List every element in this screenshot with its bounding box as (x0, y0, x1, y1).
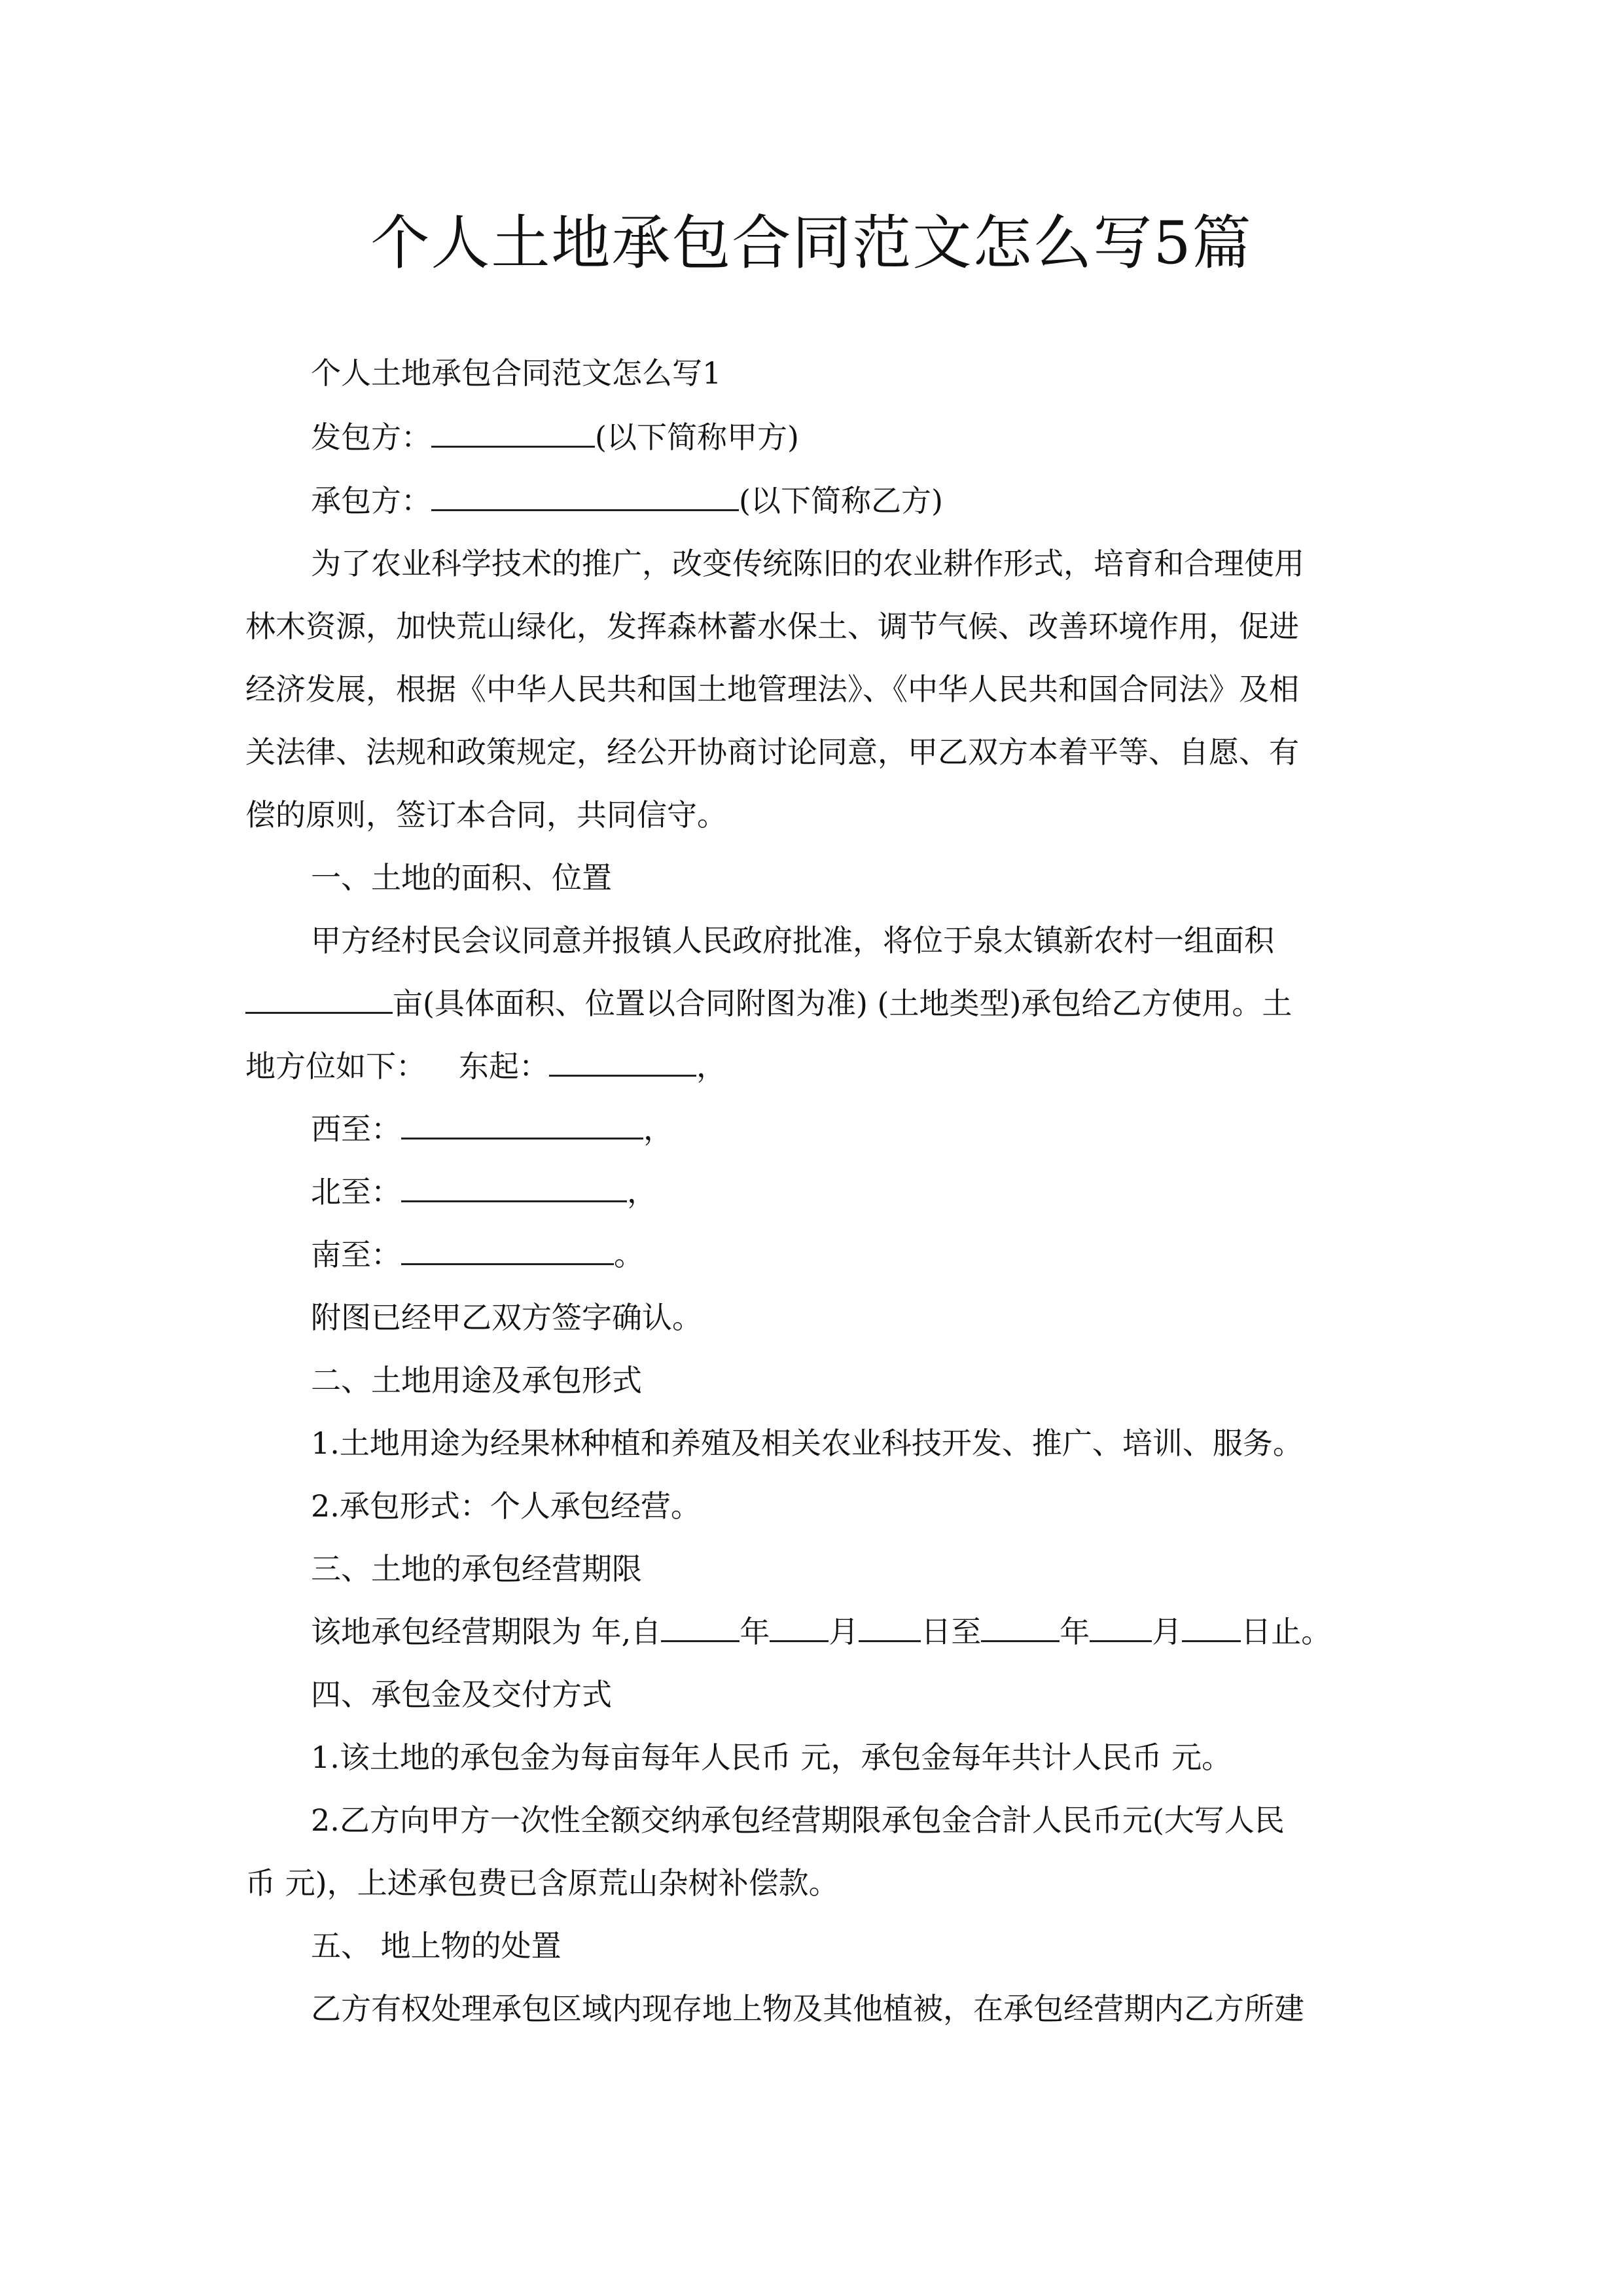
boundary-north-line (311, 1174, 657, 1210)
section-1-area-line (245, 985, 1292, 1022)
section-1-heading: 一、土地的面积、位置 (311, 860, 612, 895)
party-b-line (311, 482, 943, 519)
intro-line: 偿的原则，签订本合同，共同信守。 (245, 797, 727, 833)
section-5-heading: 五、 地上物的处置 (311, 1928, 562, 1964)
boundary-east-line (245, 1048, 726, 1085)
section-3-heading: 三、土地的承包经营期限 (311, 1551, 642, 1587)
boundary-north-label: 北至： (311, 1174, 401, 1210)
end-month-blank (1090, 1614, 1152, 1642)
punctuation: ， (696, 1049, 726, 1084)
end-year-blank (981, 1614, 1060, 1642)
party-b-suffix: (以下简称乙方) (739, 483, 943, 518)
intro-line: 为了农业科学技术的推广，改变传统陈旧的农业耕作形式，培育和合理使用 (311, 546, 1304, 581)
section-2-item-2: 2.承包形式：个人承包经营。 (311, 1488, 701, 1524)
year-label: 年 (740, 1614, 770, 1649)
year-label: 年 (1060, 1614, 1090, 1649)
boundary-intro: 地方位如下： (245, 1049, 426, 1084)
attachment-note: 附图已经甲乙双方签字确认。 (311, 1300, 702, 1335)
section-4-item-2-cont: 币 元)，上述承包费已含原荒山杂树补偿款。 (245, 1865, 839, 1901)
boundary-west-line (311, 1111, 673, 1147)
punctuation: ， (643, 1111, 673, 1147)
month-label: 月 (829, 1614, 859, 1649)
boundary-south-line (311, 1236, 644, 1273)
section-1-paragraph-text: 亩(具体面积、位置以合同附图为准) (土地类型)承包给乙方使用。土 (393, 986, 1293, 1021)
end-day-blank (1182, 1614, 1241, 1642)
section-4-heading: 四、承包金及交付方式 (311, 1677, 612, 1712)
boundary-south-label: 南至： (311, 1237, 401, 1272)
boundary-east-blank (549, 1049, 696, 1077)
section-2-item-1: 1.土地用途为经果林种植和养殖及相关农业科技开发、推广、培训、服务。 (311, 1426, 1303, 1461)
contract-subtitle: 个人土地承包合同范文怎么写1 (311, 355, 722, 391)
boundary-west-label: 西至： (311, 1111, 401, 1147)
section-4-item-1: 1.该土地的承包金为每亩每年人民币 元，承包金每年共计人民币 元。 (311, 1740, 1232, 1775)
party-a-suffix: (以下简称甲方) (595, 420, 799, 455)
boundary-north-blank (401, 1174, 627, 1202)
day-to-label: 日至 (921, 1614, 982, 1649)
term-text: 该地承包经营期限为 年,自 (311, 1614, 662, 1649)
party-a-line (311, 419, 799, 456)
boundary-south-blank (401, 1237, 614, 1265)
party-b-label: 承包方： (311, 483, 431, 518)
start-year-blank (661, 1614, 740, 1642)
area-blank (245, 986, 393, 1014)
party-a-blank (431, 420, 595, 448)
punctuation: 。 (614, 1237, 644, 1272)
boundary-west-blank (401, 1111, 643, 1139)
term-line (311, 1613, 1331, 1650)
punctuation: ， (627, 1174, 657, 1210)
intro-line: 经济发展，根据《中华人民共和国土地管理法》、《中华人民共和国合同法》及相 (245, 672, 1299, 707)
document-title: 个人土地承包合同范文怎么写5篇 (370, 209, 1253, 278)
section-1-paragraph: 甲方经村民会议同意并报镇人民政府批准，将位于泉太镇新农村一组面积 (311, 923, 1274, 958)
intro-line: 林木资源，加快荒山绿化，发挥森林蓄水保土、调节气候、改善环境作用，促进 (245, 609, 1299, 644)
start-day-blank (859, 1614, 921, 1642)
start-month-blank (770, 1614, 829, 1642)
party-a-label: 发包方： (311, 420, 431, 455)
section-4-item-2: 2.乙方向甲方一次性全额交纳承包经营期限承包金合計人民币元(大写人民 (311, 1803, 1285, 1838)
party-b-blank (431, 483, 739, 511)
section-2-heading: 二、土地用途及承包形式 (311, 1363, 642, 1398)
boundary-east-label: 东起： (459, 1049, 549, 1084)
intro-line: 关法律、法规和政策规定，经公开协商讨论同意，甲乙双方本着平等、自愿、有 (245, 734, 1299, 770)
section-5-paragraph: 乙方有权处理承包区域内现存地上物及其他植被，在承包经营期内乙方所建 (311, 1991, 1304, 2026)
day-end-label: 日止。 (1241, 1614, 1332, 1649)
month-label: 月 (1152, 1614, 1183, 1649)
